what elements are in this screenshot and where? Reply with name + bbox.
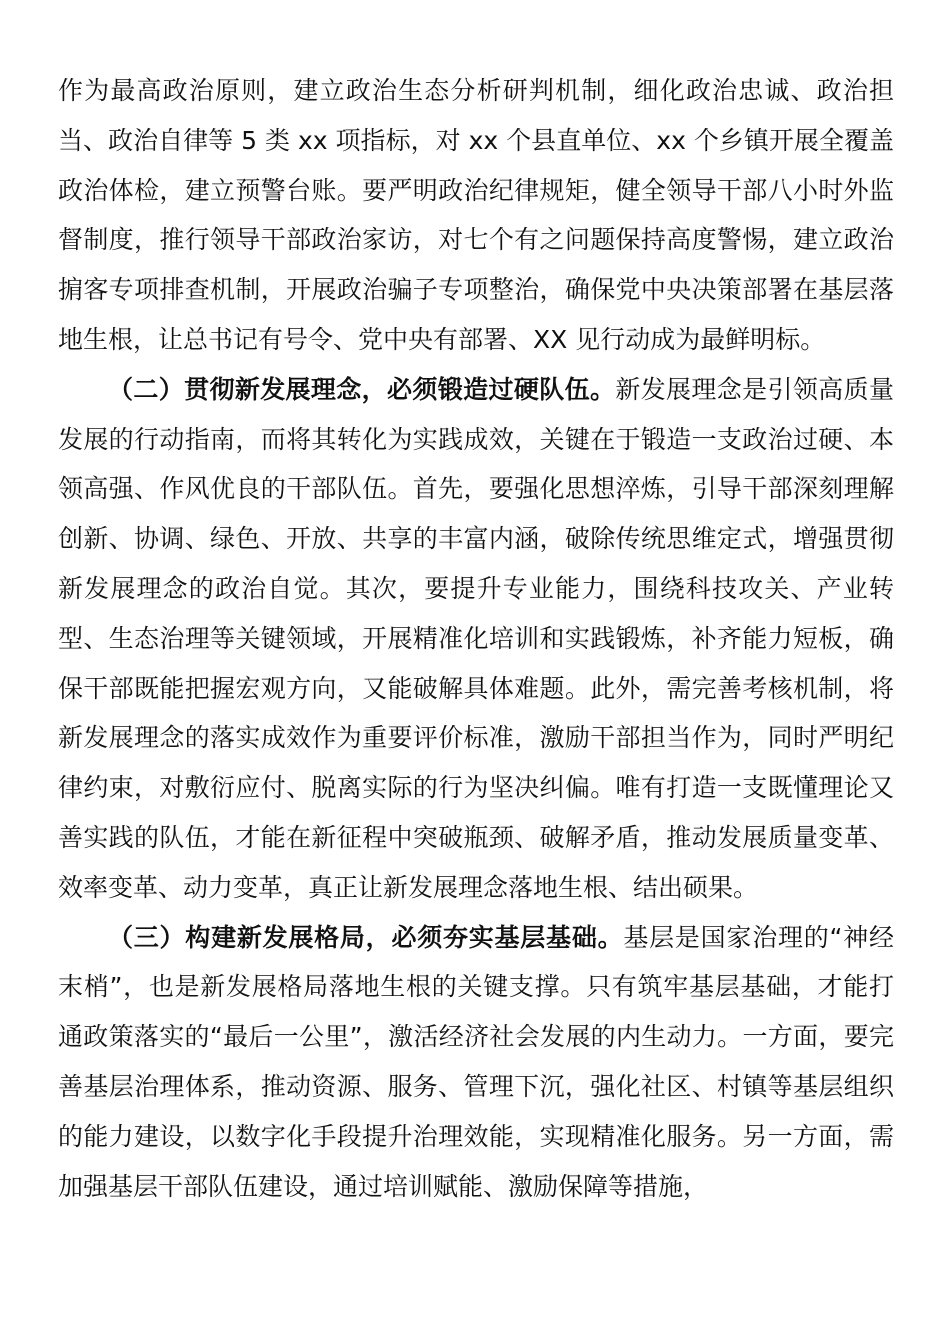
section-heading: （二）贯彻新发展理念，必须锻造过硬队伍。 [108, 374, 616, 404]
paragraph-section-3 [58, 913, 894, 1212]
paragraph-continuation [58, 66, 894, 365]
document-page [58, 66, 894, 1211]
paragraph-section-2 [58, 365, 894, 913]
paragraph-body: 基层是国家治理的“神经末梢”，也是新发展格局落地生根的关键支撑。只有筑牢基层基础，才能打通政策落实的“最后一公里”，激活经济社会发展的内生动力。一方面，要完善基层治理体系，推动资源、服务、管理下沉，强化社区、村镇等基层组织的能力建设，以数字化手段提升治理效能，实现精准化服务。另一方面，需加强基层干部队伍建设，通过培训赋能、激励保障等措施， [58, 922, 894, 1201]
paragraph-body: 作为最高政治原则，建立政治生态分析研判机制，细化政治忠诚、政治担当、政治自律等 5 类 xx 项指标，对 xx 个县直单位、xx 个乡镇开展全覆盖政治体检，建立预警台账。要严明政治纪律规矩，健全领导干部八小时外监督制度，推行领导干部政治家访，对七个有之问题保持高度警惕，建立政治掮客专项排查机制，开展政治骗子专项整治，确保党中央决策部署在基层落地生根，让总书记有号令、党中央有部署、XX 见行动成为最鲜明标。 [58, 76, 894, 354]
section-heading: （三）构建新发展格局，必须夯实基层基础。 [108, 922, 624, 952]
paragraph-body: 新发展理念是引领高质量发展的行动指南，而将其转化为实践成效，关键在于锻造一支政治过硬、本领高强、作风优良的干部队伍。首先，要强化思想淬炼，引导干部深刻理解创新、协调、绿色、开放、共享的丰富内涵，破除传统思维定式，增强贯彻新发展理念的政治自觉。其次，要提升专业能力，围绕科技攻关、产业转型、生态治理等关键领域，开展精准化培训和实践锻炼，补齐能力短板，确保干部既能把握宏观方向，又能破解具体难题。此外，需完善考核机制，将新发展理念的落实成效作为重要评价标准，激励干部担当作为，同时严明纪律约束，对敷衍应付、脱离实际的行为坚决纠偏。唯有打造一支既懂理论又善实践的队伍，才能在新征程中突破瓶颈、破解矛盾，推动发展质量变革、效率变革、动力变革，真正让新发展理念落地生根、结出硕果。 [58, 374, 894, 902]
